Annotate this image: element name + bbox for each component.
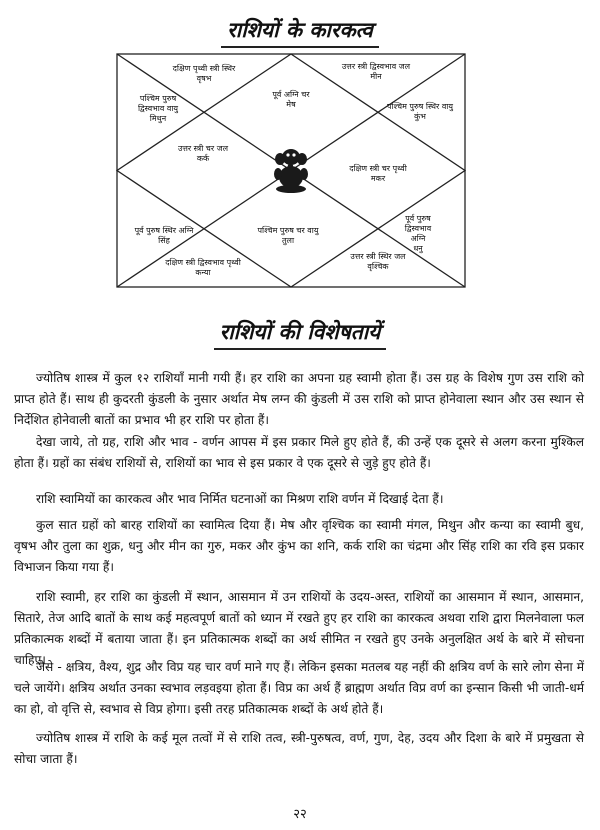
paragraph-5: राशि स्वामी, हर राशि का कुंडली में स्थान, आसमान में उन राशियों के उदय-अस्त, राशियों का आसमान में स्थान, आसमान, सितारे, तेज आदि बातों के साथ कई महत्वपूर्ण बातों को ध्यान में रखते हुए हर राशि का कारकत्व अथवा राशि द्वारा मिलनेवाला फल प्रतिकात्मक शब्दों में बताया जाता हैं। इन प्रतिकात्मक शब्दों का अर्थ सीमित न रखते हुए उनके अनुलक्षित अर्थ के बारे में सोचना चाहिए। bbox=[14, 590, 584, 667]
house-label-line: कन्या bbox=[195, 268, 211, 277]
house-label-3 bbox=[138, 93, 179, 124]
house-label-line: पश्चिम पुरुष bbox=[139, 94, 177, 103]
house-label-line: पूर्व अग्नि चर bbox=[272, 90, 310, 99]
house-label-line: मकर bbox=[370, 174, 386, 183]
page-number: २२ bbox=[293, 807, 307, 822]
house-label-line: पश्चिम पुरुष चर वायु bbox=[257, 226, 319, 235]
house-label-line: पूर्व पुरुष bbox=[405, 214, 431, 223]
house-label-line: मेष bbox=[286, 100, 296, 109]
house-label-line: वृषभ bbox=[196, 74, 212, 83]
paragraph-6: जैसे - क्षत्रिय, वैश्य, शुद्र और विप्र यह चार वर्ण माने गए हैं। लेकिन इसका मतलब यह नहीं की क्षत्रिय वर्ण के सारे लोग सेना में चले जायेंगे। क्षत्रिय अर्थात उनका स्वभाव लड़वइया होता हैं। विप्र का अर्थ हैं ब्राह्मण अर्थात विप्र वर्ण का इन्सान किसी भी जाती-धर्म का हो, वो वृत्ति से, स्वभाव से विप्र होगा। इसी तरह प्रतिकात्मक शब्दों के अर्थ होते हैं। bbox=[14, 660, 584, 716]
house-label-line: उत्तर स्त्री स्थिर जल bbox=[350, 252, 406, 261]
section-title: राशियों की विशेषतायें bbox=[0, 318, 600, 350]
rashi-chart bbox=[116, 53, 466, 288]
house-label-line: दक्षिण स्त्री द्विस्वभाव पृथ्वी bbox=[165, 258, 241, 267]
paragraph-3: राशि स्वामियों का कारकत्व और भाव निर्मित घटनाओं का मिश्रण राशि वर्णन में दिखाई देता हैं। bbox=[36, 492, 444, 506]
house-label-line: अग्नि bbox=[410, 234, 426, 243]
paragraph-7: ज्योतिष शास्त्र में राशि के कई मूल तत्वों में से राशि तत्व, स्त्री-पुरुषत्व, वर्ण, गुण, देह, उदय और दिशा के बारे में प्रमुखता से सोचा जाता हैं। bbox=[14, 731, 584, 766]
house-label-7 bbox=[349, 163, 408, 183]
house-label-line: दक्षिण स्त्री चर पृथ्वी bbox=[349, 164, 407, 173]
paragraph-1: ज्योतिष शास्त्र में कुल १२ राशियाँ मानी गयी हैं। हर राशि का अपना ग्रह स्वामी होता हैं। उस ग्रह के विशेष गुण उस राशि को प्राप्त होते हैं। साथ ही कुदरती कुंडली के नुसार अर्थात मेष लग्न की कुंडली में उस राशि को प्राप्त होनेवाला स्थान और उस स्थान से निर्देशित होनेवाली बातों का प्रभाव भी हर राशि पर होता हैं। bbox=[14, 371, 584, 427]
house-label-11 bbox=[165, 257, 242, 277]
house-label-line: कर्क bbox=[196, 154, 210, 163]
paragraph-2: देखा जाये, तो ग्रह, राशि और भाव - वर्णन आपस में इस प्रकार मिले हुए होते हैं, की उन्हें एक दूसरे से अलग करना मुश्किल होता हैं। ग्रहों का संबंध राशियों से, राशियों का भाव से इस प्रकार वे एक दूसरे से जुड़े हुए होते हैं। bbox=[14, 435, 584, 470]
house-label-line: धनु bbox=[413, 244, 423, 253]
house-label-9 bbox=[258, 225, 320, 246]
house-label-line: पश्चिम पुरुष स्थिर वायु bbox=[386, 102, 454, 111]
house-label-10 bbox=[405, 213, 432, 254]
house-label-line: दक्षिण पृथ्वी स्त्री स्थिर bbox=[172, 64, 236, 73]
house-label-line: द्विस्वभाव bbox=[404, 224, 432, 233]
house-label-line: पूर्व पुरुष स्थिर अग्नि bbox=[134, 226, 194, 235]
house-label-12 bbox=[350, 251, 406, 272]
house-label-5 bbox=[387, 101, 454, 122]
paragraph-4: कुल सात ग्रहों को बारह राशियों का स्वामित्व दिया हैं। मेष और वृश्चिक का स्वामी मंगल, मिथुन और कन्या का स्वामी बुध, वृषभ और तुला का शुक्र, धनु और मीन का गुरु, मकर और कुंभ का शनि, कर्क राशि का चंद्रमा और सिंह राशि का रवि इस प्रकार विभाजन किया गया हैं। bbox=[14, 518, 584, 574]
house-label-line: उत्तर स्त्री द्विस्वभाव जल bbox=[341, 62, 411, 71]
house-label-line: मीन bbox=[370, 72, 382, 81]
house-label-line: उत्तर स्त्री चर जल bbox=[177, 144, 229, 153]
house-label-2 bbox=[342, 61, 411, 81]
chart-title: राशियों के कारकत्व bbox=[0, 16, 600, 48]
house-label-1 bbox=[173, 63, 236, 84]
house-label-line: वृश्चिक bbox=[367, 262, 389, 271]
house-label-6 bbox=[178, 143, 229, 163]
house-label-line: द्विस्वभाव वायु bbox=[137, 104, 179, 113]
house-label-4 bbox=[272, 89, 310, 109]
house-label-line: सिंह bbox=[158, 236, 170, 245]
house-label-line: कुंभ bbox=[414, 112, 426, 121]
ganesha-icon bbox=[274, 149, 308, 193]
house-label-line: मिथुन bbox=[149, 114, 167, 123]
house-label-line: तुला bbox=[281, 236, 295, 245]
